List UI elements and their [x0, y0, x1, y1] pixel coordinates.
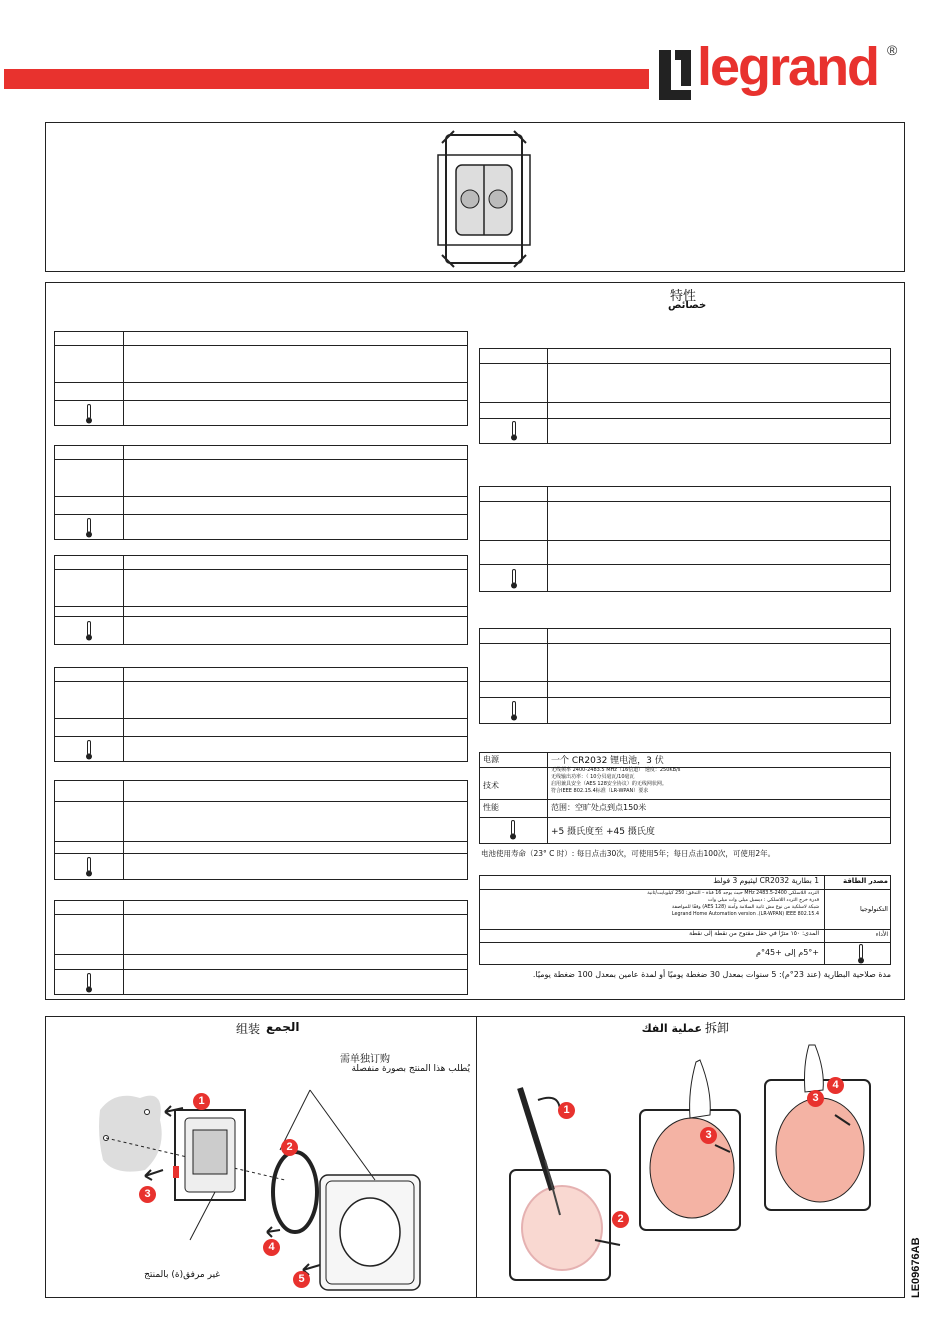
ar-tech-line: قدرة خرج التردد اللاسلكي : ديسبل ميلي وات ميلي وات	[707, 898, 819, 903]
thermometer-icon	[85, 740, 93, 760]
ar-tech-lines	[483, 890, 819, 918]
document-code: LE09676AB	[910, 1237, 922, 1298]
zh-tech-line: 符合IEEE 802.15.4标准（LR-WPAN）要求	[551, 788, 649, 794]
zh-power-label: 电源	[483, 755, 499, 764]
legrand-logo-icon	[657, 46, 695, 102]
spec-table-left-1	[54, 331, 468, 426]
features-title-ar: خصائص	[668, 300, 707, 311]
step-badge: 4	[263, 1239, 280, 1256]
spec-table-zh	[479, 752, 891, 844]
spec-table-left-2	[54, 445, 468, 540]
zh-temp-value: +5 摄氏度至 +45 摄氏度	[551, 827, 655, 837]
ar-power-label: مصدر الطاقة	[842, 877, 888, 885]
header-red-bar	[4, 69, 649, 89]
ar-perf-value: المدى: ١٥٠ مترًا في حقل مفتوح من نقطة إلى نقطة	[689, 930, 819, 937]
step-badge: 5	[293, 1271, 310, 1288]
ar-power-value: 1 بطارية CR2032 ليثيوم 3 فولط	[713, 876, 819, 885]
order-separately-ar: يُطلب هذا المنتج بصورة منفصلة	[351, 1064, 470, 1074]
zh-perf-label: 性能	[483, 803, 499, 812]
thermometer-icon	[510, 701, 518, 721]
step-badge: 2	[281, 1139, 298, 1156]
step-badge: 3	[700, 1127, 717, 1144]
spec-table-right-1	[479, 348, 891, 444]
ar-tech-label: التكنولوجيا	[860, 905, 888, 913]
ar-battery-life: مدة صلاحية البطارية (عند 23°م): 5 سنوات بمعدل 30 ضغطة يوميًا أو لمدة عامين بمعدل 100 ضغطة يوميًا.	[532, 970, 891, 979]
spec-table-right-2	[479, 486, 891, 592]
features-title-zh: 特性	[670, 289, 697, 304]
zh-tech-line: 启用兼具安全（AES 128安全协议）的无线网状网。	[551, 781, 667, 787]
zh-tech-line: 无线输出功率：（ 10分贝毫瓦/10毫瓦	[551, 774, 635, 780]
thermometer-icon	[85, 404, 93, 424]
zh-battery-life: 电池使用寿命（23° C 时）: 每日点击30次，可使用5年；每日点击100次，可使用2年。	[481, 849, 776, 858]
thermometer-icon	[509, 820, 517, 840]
step-badge: 1	[558, 1102, 575, 1119]
thermometer-icon	[85, 621, 93, 641]
spec-table-left-5	[54, 780, 468, 880]
step-badge: 4	[827, 1077, 844, 1094]
disassembly-title-ar: عملية الفك	[641, 1022, 702, 1035]
ar-temp-value: +5°م إلى +45°م	[755, 948, 819, 957]
ar-tech-line: التردد اللاسلكي 2400-2483.5 MHz حيث يوجد 16 قناة – التدفق: 250 كيلوبايت/ثانية	[647, 891, 819, 896]
spec-table-left-6	[54, 900, 468, 995]
zh-tech-label: 技术	[483, 781, 499, 790]
product-image-box	[45, 122, 905, 272]
instructions-divider	[476, 1016, 477, 1298]
step-badge: 2	[612, 1211, 629, 1228]
assembly-title-zh: 组装	[236, 1022, 261, 1036]
zh-tech-lines	[551, 767, 889, 795]
step-badge: 3	[139, 1186, 156, 1203]
disassembly-title-zh: 拆卸	[705, 1021, 730, 1035]
thermometer-icon	[857, 944, 865, 964]
thermometer-icon	[85, 857, 93, 877]
order-separately-zh: 需单独订购	[340, 1054, 390, 1065]
ar-perf-label: الأداء	[875, 931, 888, 938]
brand-name: legrand	[697, 37, 879, 97]
step-badge: 1	[193, 1093, 210, 1110]
zh-tech-line: 无线频率 2400-2483.5 MHz（16信道） 速度：250KB/s	[551, 767, 681, 773]
not-included-ar: غير مرفق(ة) بالمنتج	[144, 1270, 220, 1280]
ar-tech-line: شبكة لاسلكية من نوع مش ثانية السلامة وآمنة (AES 128) وفقًا للمواصفة	[672, 905, 819, 910]
thermometer-icon	[510, 569, 518, 589]
thermometer-icon	[510, 421, 518, 441]
step-badge: 3	[807, 1090, 824, 1107]
zh-perf-value: 范围：空旷处点到点150米	[551, 803, 647, 812]
ar-tech-line: Legrand Home Automation version .(LR-WPAN) IEEE 802.15.4	[671, 912, 819, 917]
spec-table-left-4	[54, 667, 468, 762]
mechanism-illustration	[434, 125, 534, 270]
zh-power-value: 一个 CR2032 锂电池，3 伏	[551, 756, 664, 766]
thermometer-icon	[85, 518, 93, 538]
registered-mark: ®	[887, 42, 898, 58]
spec-table-right-3	[479, 628, 891, 724]
thermometer-icon	[85, 973, 93, 993]
assembly-title-ar: الجمع	[266, 1020, 300, 1034]
spec-table-left-3	[54, 555, 468, 645]
legrand-logo	[657, 37, 907, 104]
